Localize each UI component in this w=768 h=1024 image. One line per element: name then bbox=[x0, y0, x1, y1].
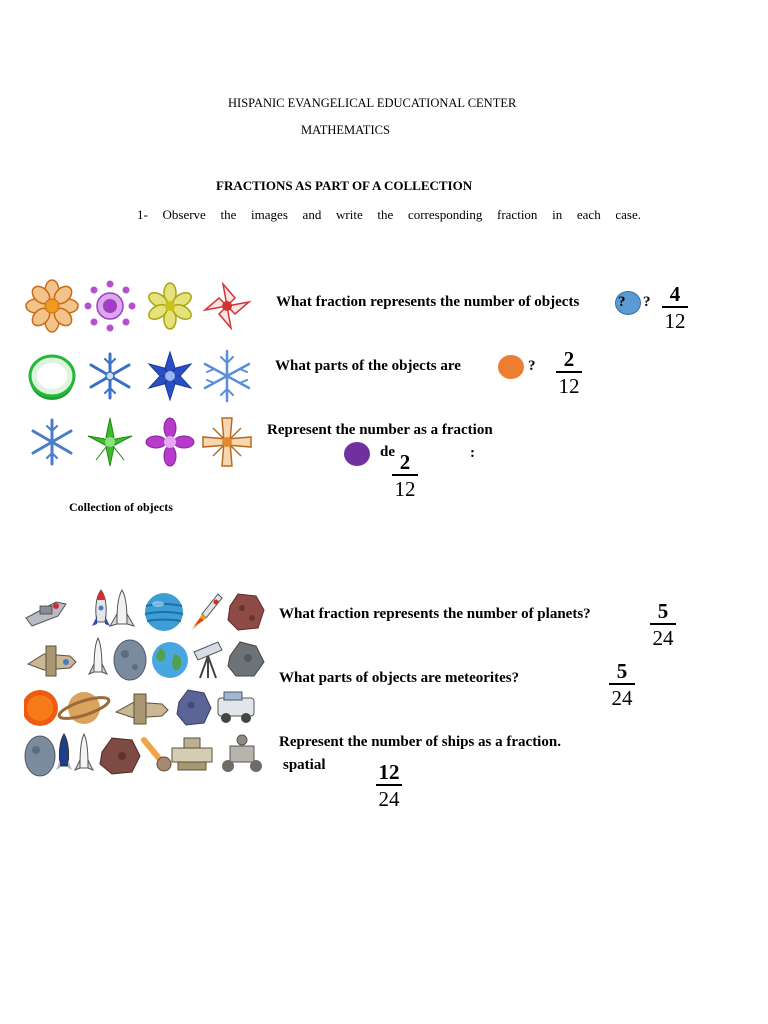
falling-meteor-icon bbox=[144, 740, 171, 771]
purple-dotted-flower-icon bbox=[85, 281, 136, 332]
question-meteorites-fraction: What parts of objects are meteorites? bbox=[279, 670, 520, 686]
fraction-bar bbox=[650, 623, 676, 625]
green-star-icon bbox=[88, 418, 132, 466]
question-text: What fraction represents the number of objects bbox=[276, 294, 580, 310]
purple-dot-marker bbox=[344, 442, 370, 466]
question-ships-fraction: Represent the number of ships as a fraction. bbox=[279, 734, 561, 750]
denominator: 12 bbox=[664, 309, 686, 333]
fraction-answer-2 bbox=[556, 348, 582, 397]
question-ships-line2: spatial bbox=[283, 757, 326, 773]
question-planets-fraction: What fraction represents the number of planets? bbox=[279, 606, 591, 622]
lunar-rover-icon bbox=[218, 692, 254, 723]
purple-asteroid-icon bbox=[177, 690, 211, 725]
blue-snowflake-icon bbox=[91, 354, 129, 398]
collection-caption: Collection of objects bbox=[69, 500, 173, 514]
denominator: 24 bbox=[652, 626, 674, 650]
gray-asteroid-icon bbox=[114, 640, 146, 680]
objects-collection-illustration bbox=[24, 272, 256, 482]
numerator: 5 bbox=[616, 659, 628, 683]
light-blue-snowflake-icon bbox=[205, 351, 249, 401]
question-parts-orange: What parts of the objects are bbox=[275, 358, 461, 374]
earth-icon bbox=[152, 642, 188, 678]
fraction-answer-planets bbox=[650, 600, 676, 649]
space-objects-image bbox=[24, 586, 266, 782]
space-objects-illustration bbox=[24, 586, 266, 782]
fraction-answer-ships bbox=[376, 761, 402, 810]
blue-planet-icon bbox=[145, 593, 183, 631]
flame-rocket-icon bbox=[192, 594, 222, 630]
orange-cross-star-icon bbox=[203, 418, 251, 466]
brown-meteorite-icon bbox=[100, 738, 140, 774]
robot-probe-icon bbox=[222, 735, 262, 772]
rocket-icon bbox=[56, 734, 72, 770]
green-ring-icon bbox=[30, 356, 74, 400]
yellow-flower-icon bbox=[146, 283, 193, 329]
starfighter-icon bbox=[116, 694, 168, 724]
gray-asteroid-icon bbox=[228, 642, 264, 676]
fraction-bar bbox=[376, 784, 402, 786]
numerator: 2 bbox=[399, 450, 411, 474]
spaceship-icon bbox=[26, 602, 66, 626]
space-station-icon bbox=[172, 738, 212, 770]
question-tail: : bbox=[470, 445, 475, 461]
orange-flower-icon bbox=[26, 280, 78, 332]
orange-dot-marker bbox=[498, 355, 524, 379]
question-connector: de bbox=[380, 444, 395, 460]
question-represent-purple: Represent the number as a fraction bbox=[267, 422, 493, 438]
numerator: 5 bbox=[657, 599, 669, 623]
sun-icon bbox=[24, 690, 58, 726]
fraction-answer-1 bbox=[662, 283, 688, 332]
space-shuttle-icon bbox=[110, 590, 134, 626]
saturn-icon bbox=[57, 692, 111, 724]
topic-title: FRACTIONS AS PART OF A COLLECTION bbox=[216, 178, 473, 193]
red-pinwheel-icon bbox=[205, 284, 249, 328]
fraction-bar bbox=[662, 306, 688, 308]
fraction-bar bbox=[609, 683, 635, 685]
objects-collection-image bbox=[24, 272, 256, 482]
shuttle-icon bbox=[89, 638, 107, 674]
rocket-icon bbox=[92, 590, 110, 626]
question-objects-fraction bbox=[276, 294, 579, 311]
brown-meteorite-icon bbox=[228, 594, 264, 630]
question-tail: ? bbox=[528, 358, 536, 374]
denominator: 24 bbox=[611, 686, 633, 710]
blue-star-snowflake-icon bbox=[149, 352, 191, 400]
denominator: 24 bbox=[378, 787, 400, 811]
subject-name: MATHEMATICS bbox=[301, 123, 390, 137]
gray-asteroid-icon bbox=[25, 736, 55, 776]
blue-snowflake-icon bbox=[33, 420, 71, 464]
numerator: 2 bbox=[563, 347, 575, 371]
fraction-answer-3 bbox=[392, 451, 418, 500]
denominator: 12 bbox=[394, 477, 416, 501]
purple-flower-icon bbox=[146, 418, 194, 466]
fraction-bar bbox=[392, 474, 418, 476]
instruction: 1- Observe the images and write the corresponding fraction in each case. bbox=[137, 207, 641, 222]
starfighter-icon bbox=[28, 646, 76, 676]
school-name: HISPANIC EVANGELICAL EDUCATIONAL CENTER bbox=[228, 96, 517, 110]
numerator: 4 bbox=[669, 282, 681, 306]
question-mark: ? bbox=[618, 294, 626, 310]
fraction-answer-meteorites bbox=[609, 660, 635, 709]
question-tail: ? bbox=[643, 294, 651, 310]
fraction-bar bbox=[556, 371, 582, 373]
telescope-icon bbox=[194, 642, 222, 678]
shuttle-icon bbox=[75, 734, 93, 770]
denominator: 12 bbox=[558, 374, 580, 398]
numerator: 12 bbox=[378, 760, 400, 784]
